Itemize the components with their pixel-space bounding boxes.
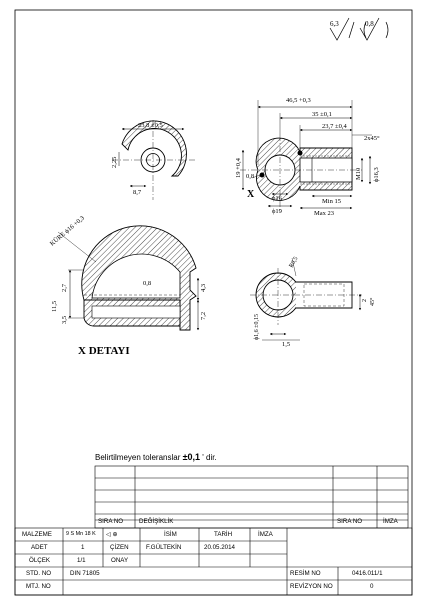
dim-overall: 46,5 +0,3	[286, 97, 311, 104]
dim-h19: 19 +0,4	[235, 158, 242, 178]
cizen-date: 20.05.2014	[204, 544, 235, 551]
dim-7-2: 7,2	[200, 311, 207, 320]
symbol-projection: ◁ ⊕	[106, 531, 118, 538]
isim-label: İSİM	[164, 531, 177, 538]
dim-m10: M10	[355, 167, 362, 180]
olcek-label: ÖLÇEK	[29, 557, 50, 564]
right-section-view	[240, 100, 372, 210]
dim-11-5: 11,5	[51, 300, 58, 312]
dim-width: 23,8 ±0,5	[138, 122, 163, 129]
dim-phi16: ϕ16	[272, 195, 282, 202]
tolerance-note	[95, 452, 217, 462]
cizen-name: F.GÜLTEKİN	[146, 544, 182, 551]
dim-phi16-3: ϕ16,3	[373, 167, 380, 182]
cizen-label: ÇİZEN	[110, 544, 129, 551]
right-bottom-view	[250, 258, 362, 340]
onay-label: ONAY	[111, 557, 129, 564]
dim-2: 2	[362, 299, 368, 302]
dim-chamfer: 2x45°	[364, 135, 380, 142]
roughness-secondary: 0,8	[365, 20, 374, 28]
dim-1-5: 1,5	[282, 341, 291, 348]
left-end-view	[112, 120, 196, 200]
dim-r0-5: R0,5	[288, 256, 300, 269]
tarih-label: TARİH	[214, 531, 233, 538]
tolerance-value: ±0,1	[182, 452, 201, 462]
rev-header-sira-no-2: SIRA NO	[337, 518, 363, 525]
dim-35: 35 ±0,1	[312, 111, 332, 118]
dim-3-5: 3,5	[61, 315, 68, 324]
rev-header-imza: İMZA	[383, 518, 398, 525]
dim-bottom: 8,7	[133, 189, 142, 196]
dim-phi19: ϕ19	[272, 208, 282, 215]
revizyon-value: 0	[370, 583, 374, 590]
mtj-label: MTJ. NO	[26, 583, 51, 590]
roughness-primary: 6,3	[330, 20, 339, 28]
adet-label: ADET	[31, 544, 48, 551]
dim-min15: Min 15	[322, 198, 341, 205]
dim-r0-8: 0,8	[246, 173, 255, 180]
dim-2-7: 2,7	[61, 283, 68, 292]
rev-header-degisiklik: DEĞİŞİKLİK	[139, 518, 174, 525]
resim-label: RESİM NO	[290, 570, 321, 577]
detail-title: X DETAYI	[78, 345, 130, 357]
view-x-label: X	[247, 189, 255, 200]
std-label: STD. NO	[26, 570, 52, 577]
olcek-value: 1/1	[77, 557, 86, 564]
x-detail-view	[58, 226, 198, 330]
resim-value: 0416.011/1	[352, 570, 383, 577]
dim-45: 45°	[370, 297, 376, 306]
dim-phi1-6: ϕ1,6 ±0,15	[254, 314, 260, 340]
dim-4-3: 4,3	[200, 283, 207, 292]
dim-max23: Max 23	[314, 210, 335, 217]
rev-header-sira-no: SIRA NO	[98, 518, 124, 525]
imza-label: İMZA	[258, 531, 273, 538]
dim-kure: KÜRE ϕ16 +0,3	[48, 214, 86, 248]
adet-value: 1	[81, 544, 85, 551]
revizyon-label: REVİZYON NO	[290, 583, 333, 590]
std-value: DIN 71805	[70, 570, 100, 577]
malzeme-value: 9 S Mn 18 K	[66, 531, 96, 537]
dim-height: 2,25	[111, 156, 118, 168]
dim-23-7: 23,7 ±0,4	[322, 123, 347, 130]
tolerance-prefix: Belirtilmeyen toleranslar	[95, 453, 181, 462]
tolerance-suffix: ' dir.	[202, 453, 217, 462]
dim-0-8: 0,8	[143, 280, 152, 287]
malzeme-label: MALZEME	[22, 531, 52, 538]
